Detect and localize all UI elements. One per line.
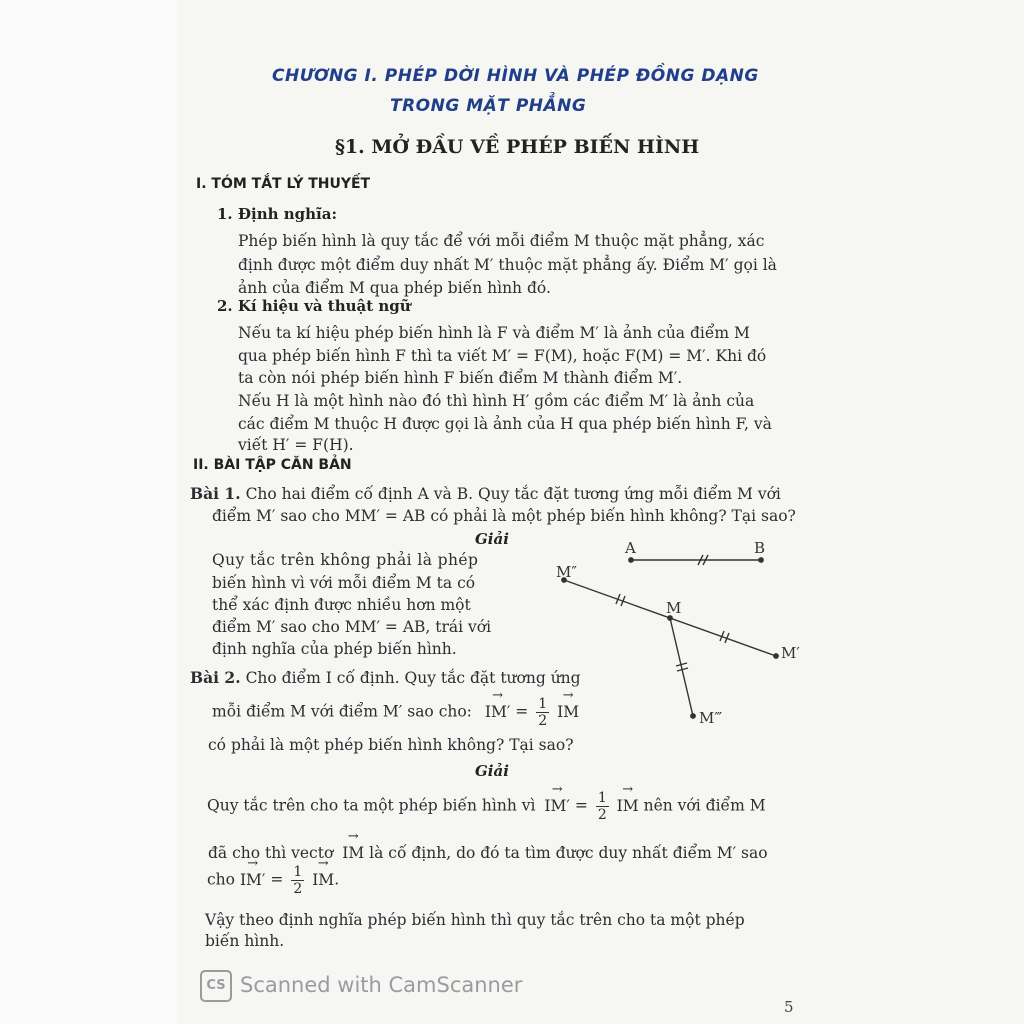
bai1-question-line-1 <box>190 484 781 503</box>
bai2-solution-label: Giải <box>475 762 509 780</box>
definition-line-2: định được một điểm duy nhất M′ thuộc mặt phẳng ấy. Điểm M′ gọi là <box>238 256 777 274</box>
page-number: 5 <box>784 998 794 1016</box>
part2-heading: II. BÀI TẬP CĂN BẢN <box>193 457 352 473</box>
bai1-solution-label: Giải <box>475 530 509 548</box>
bai2-answer-text-1: Quy tắc trên cho ta một phép biến hình vì <box>207 796 536 815</box>
label-A: A <box>625 539 636 557</box>
bai2-answer-line-3 <box>207 864 339 897</box>
fraction-half <box>291 864 304 897</box>
definition-heading: 1. Định nghĩa: <box>217 205 337 223</box>
bai2-answer-text-2b: là cố định, do đó ta tìm được duy nhất điểm M′ sao <box>369 844 768 862</box>
bai2-answer-text-1b: nên với điểm M <box>643 796 766 815</box>
notation-heading: 2. Kí hiệu và thuật ngữ <box>217 297 411 315</box>
bai2-answer-line-2 <box>208 838 768 862</box>
bai2-question-line-2 <box>212 696 579 729</box>
label-B: B <box>754 539 766 557</box>
vector-IMprime: → IM′ <box>544 791 570 815</box>
definition-line-1: Phép biến hình là quy tắc để với mỗi điểm M thuộc mặt phẳng, xác <box>238 232 765 250</box>
bai2-answer-text-2: đã cho thì vectơ <box>208 844 334 862</box>
bai2-label: Bài 2. <box>190 668 241 687</box>
bai2-answer-line-1 <box>207 790 766 823</box>
notation-line-2: qua phép biến hình F thì ta viết M′ = F(M), hoặc F(M) = M′. Khi đó <box>238 347 767 365</box>
vector-IM: → IM <box>342 838 364 862</box>
fraction-half <box>596 790 609 823</box>
fraction-num: 1 <box>293 864 303 880</box>
fraction-den: 2 <box>597 807 607 823</box>
vector-IMprime: → IM′ <box>485 697 511 721</box>
bai1-answer-line-4: điểm M′ sao cho MM′ = AB, trái với <box>212 618 492 636</box>
label-M1: M′ <box>781 644 800 662</box>
geometry-figure <box>540 535 820 735</box>
fraction-den: 2 <box>538 713 548 729</box>
camscanner-watermark <box>200 970 522 1002</box>
figure-image-line-3: viết H′ = F(H). <box>238 436 354 454</box>
camscanner-text: Scanned with CamScanner <box>240 973 523 997</box>
notation-line-3: ta còn nói phép biến hình F biến điểm M thành điểm M′. <box>238 369 683 387</box>
fraction-den: 2 <box>293 881 303 897</box>
chapter-title-line1: CHƯƠNG I. PHÉP DỜI HÌNH VÀ PHÉP ĐỒNG DẠNG <box>272 66 759 86</box>
figure-image-line-1: Nếu H là một hình nào đó thì hình H′ gồm các điểm M′ là ảnh của <box>238 392 755 410</box>
period: . <box>334 870 340 889</box>
bai2-question-line-3: có phải là một phép biến hình không? Tại sao? <box>208 736 574 754</box>
bai1-question-text-1: Cho hai điểm cố định A và B. Quy tắc đặt tương ứng mỗi điểm M với <box>245 485 781 503</box>
equals-sign: = <box>574 796 588 815</box>
bai1-answer-line-1: Quy tắc trên không phải là phép <box>212 551 479 569</box>
section-title: §1. MỞ ĐẦU VỀ PHÉP BIẾN HÌNH <box>335 136 700 158</box>
bai1-answer-line-2: biến hình vì với mỗi điểm M ta có <box>212 574 476 592</box>
bai2-question-text-1: Cho điểm I cố định. Quy tắc đặt tương ứng <box>245 669 581 687</box>
vector-IM: → IM <box>312 865 334 889</box>
chapter-title-line2: TRONG MẶT PHẲNG <box>390 96 587 116</box>
bai2-conclusion-line-2: biến hình. <box>205 932 285 950</box>
bai2-answer-text-3: cho <box>207 870 235 889</box>
equals-sign: = <box>515 702 529 721</box>
bai2-question-text-2: mỗi điểm M với điểm M′ sao cho: <box>212 702 472 721</box>
label-M: M <box>666 599 682 617</box>
bai1-question-line-2: điểm M′ sao cho MM′ = AB có phải là một phép biến hình không? Tại sao? <box>212 507 796 525</box>
fraction-num: 1 <box>538 696 548 712</box>
bai1-label: Bài 1. <box>190 484 241 503</box>
fraction-half <box>536 696 549 729</box>
fraction-num: 1 <box>597 790 607 806</box>
bai2-conclusion-line-1: Vậy theo định nghĩa phép biến hình thì quy tắc trên cho ta một phép <box>205 911 745 929</box>
figure-image-line-2: các điểm M thuộc H được gọi là ảnh của H qua phép biến hình F, và <box>238 415 772 433</box>
label-M2: M″ <box>556 563 577 581</box>
vector-IM: → IM <box>617 791 639 815</box>
equals-sign: = <box>270 870 284 889</box>
vector-IMprime: → IM′ <box>240 865 266 889</box>
definition-line-3: ảnh của điểm M qua phép biến hình đó. <box>238 279 551 297</box>
notation-line-1: Nếu ta kí hiệu phép biến hình là F và điểm M′ là ảnh của điểm M <box>238 324 750 342</box>
label-M3: M‴ <box>699 709 723 727</box>
camscanner-logo-icon: CS <box>200 970 232 1002</box>
bai2-question-line-1 <box>190 668 581 687</box>
part1-heading: I. TÓM TẮT LÝ THUYẾT <box>196 176 371 192</box>
bai1-answer-line-3: thể xác định được nhiều hơn một <box>212 596 471 614</box>
bai1-answer-line-5: định nghĩa của phép biến hình. <box>212 640 457 658</box>
vector-IM: → IM <box>557 697 579 721</box>
